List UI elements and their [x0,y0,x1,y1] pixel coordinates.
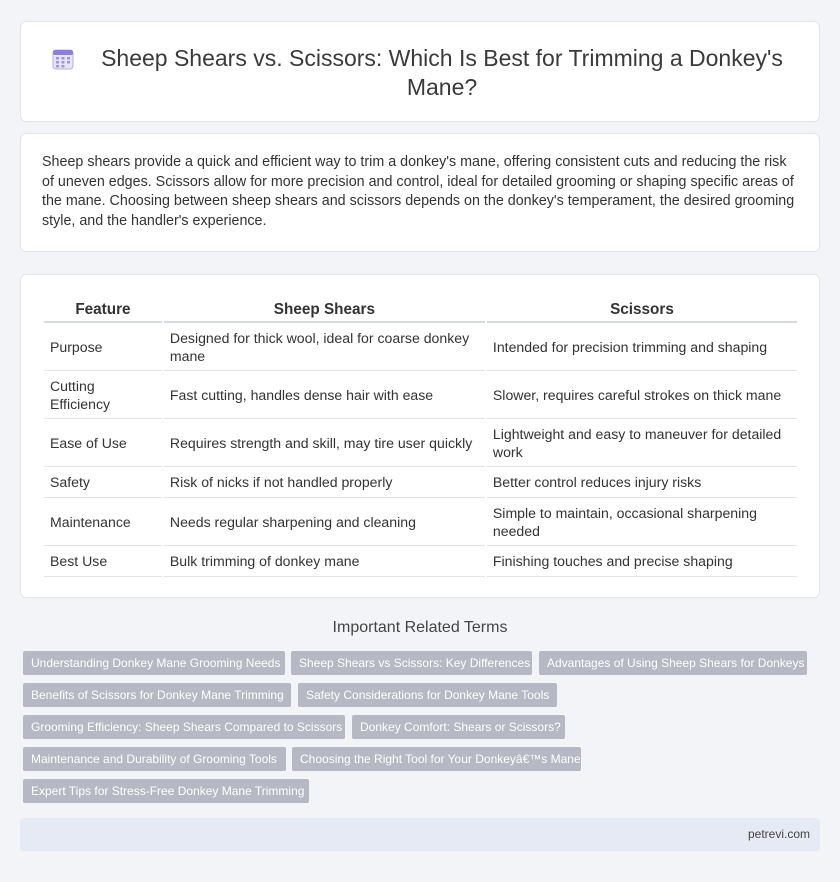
related-term-tag[interactable]: Advantages of Using Sheep Shears for Donkeys [539,651,807,675]
table-row [44,419,797,467]
table-row [44,467,797,498]
comparison-table [42,293,799,577]
table-row [44,371,797,419]
row-feature-cell: Ease of Use [44,419,162,467]
comparison-table-card [20,274,820,598]
sheep-shears-cell: Fast cutting, handles dense hair with ease [164,371,485,419]
row-feature-cell: Cutting Efficiency [44,371,162,419]
related-term-tag[interactable]: Choosing the Right Tool for Your Donkeyâ€™s Mane [292,747,581,771]
scissors-cell: Slower, requires careful strokes on thick mane [487,371,797,419]
scissors-cell: Finishing touches and precise shaping [487,546,797,577]
sheep-shears-cell: Risk of nicks if not handled properly [164,467,485,498]
table-row [44,546,797,577]
scissors-cell: Simple to maintain, occasional sharpening needed [487,498,797,546]
sheep-shears-cell: Designed for thick wool, ideal for coarse donkey mane [164,323,485,371]
table-row [44,498,797,546]
related-term-tag[interactable]: Grooming Efficiency: Sheep Shears Compared to Scissors [23,715,345,739]
scissors-cell: Intended for precision trimming and shaping [487,323,797,371]
related-term-tag[interactable]: Sheep Shears vs Scissors: Key Differences [291,651,532,675]
row-feature-cell: Purpose [44,323,162,371]
related-term-tag[interactable]: Donkey Comfort: Shears or Scissors? [352,715,565,739]
related-terms-heading: Important Related Terms [332,619,508,636]
row-feature-cell: Safety [44,467,162,498]
row-feature-cell: Maintenance [44,498,162,546]
related-term-tag[interactable]: Understanding Donkey Mane Grooming Needs [23,651,285,675]
sheep-shears-cell: Bulk trimming of donkey mane [164,546,485,577]
page-title: Sheep Shears vs. Scissors: Which Is Best for Trimming a Donkey's Mane? [101,45,783,100]
intro-card [20,133,820,252]
calendar-icon [51,47,75,71]
related-term-tag[interactable]: Maintenance and Durability of Grooming Tools [23,747,286,771]
title-card [20,21,820,122]
column-header-scissors: Scissors [487,293,797,323]
sheep-shears-cell: Requires strength and skill, may tire user quickly [164,419,485,467]
related-term-tag[interactable]: Benefits of Scissors for Donkey Mane Trimming [23,683,291,707]
column-header-feature: Feature [44,293,162,323]
sheep-shears-cell: Needs regular sharpening and cleaning [164,498,485,546]
intro-paragraph: Sheep shears provide a quick and efficient way to trim a donkey's mane, offering consistent cuts and reducing the risk of uneven edges. Scissors allow for more precision and control, ideal for detailed grooming or shaping specific areas of the mane. Choosing between sheep shears and scissors depends on the donkey's temperament, the desired grooming style, and the handler's experience. [42,154,795,229]
related-term-tag[interactable]: Safety Considerations for Donkey Mane Tools [298,683,557,707]
site-link[interactable]: petrevi.com [747,827,810,841]
scissors-cell: Lightweight and easy to maneuver for detailed work [487,419,797,467]
table-header-row [44,293,797,323]
row-feature-cell: Best Use [44,546,162,577]
table-row [44,323,797,371]
related-term-tag[interactable]: Expert Tips for Stress-Free Donkey Mane Trimming [23,779,309,803]
footer [20,818,820,851]
scissors-cell: Better control reduces injury risks [487,467,797,498]
column-header-sheep-shears: Sheep Shears [164,293,485,323]
